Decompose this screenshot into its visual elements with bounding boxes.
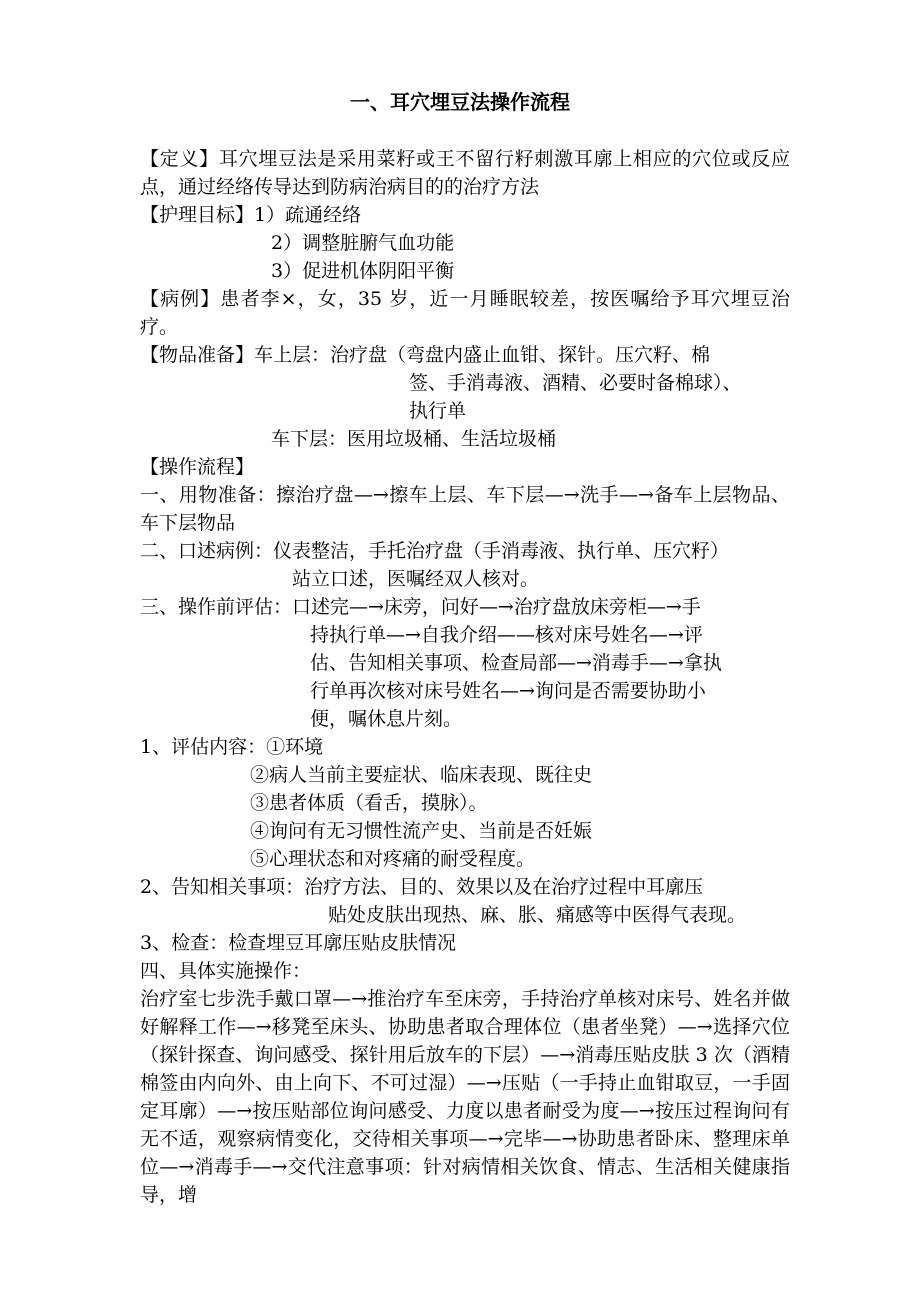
document-body bbox=[140, 145, 790, 1209]
assessment-item: ①环境 bbox=[266, 736, 324, 758]
nursing-goal-line-1 bbox=[140, 201, 790, 229]
assessment-item: ②病人当前主要症状、临床表现、既往史 bbox=[250, 764, 593, 786]
definition-paragraph: 【定义】耳穴埋豆法是采用菜籽或王不留行籽刺激耳廓上相应的穴位或反应点，通过经络传导达到防病治病目的的治疗方法 bbox=[140, 148, 790, 198]
procedure-heading: 【操作流程】 bbox=[140, 456, 255, 478]
step3-line: 持执行单—→自我介绍——核对床号姓名—→评 bbox=[310, 624, 703, 646]
step2-line-1 bbox=[140, 537, 790, 565]
inform-line: 贴处皮肤出现热、麻、胀、痛感等中医得气表现。 bbox=[328, 904, 747, 926]
supplies-upper-line: 治疗盘（弯盘内盛止血钳、探针。压穴籽、棉 bbox=[330, 344, 711, 366]
step2-line: 站立口述，医嘱经双人核对。 bbox=[292, 568, 540, 590]
assessment-item: ③患者体质（看舌，摸脉）。 bbox=[250, 792, 488, 814]
nursing-goal-item: 3）促进机体阴阳平衡 bbox=[271, 260, 455, 282]
document-title: 一、耳穴埋豆法操作流程 bbox=[350, 90, 570, 114]
assessment-item: ⑤心理状态和对疼痛的耐受程度。 bbox=[250, 848, 536, 870]
supplies-upper-line: 执行单 bbox=[409, 400, 467, 422]
step4-heading: 四、具体实施操作： bbox=[140, 960, 312, 982]
step3-line: 口述完—→床旁，问好—→治疗盘放床旁柜—→手 bbox=[292, 596, 701, 618]
step2-line: 仪表整洁，手托治疗盘（手消毒液、执行单、压穴籽） bbox=[273, 540, 730, 562]
nursing-goal-item: 1）疏通经络 bbox=[254, 204, 362, 226]
supplies-line-1 bbox=[140, 341, 790, 369]
step3-label: 三、操作前评估： bbox=[140, 596, 293, 618]
supplies-upper-line: 签、手消毒液、酒精、必要时备棉球）、 bbox=[409, 372, 742, 394]
supplies-lower-line: 车下层：医用垃圾桶、生活垃圾桶 bbox=[271, 428, 557, 450]
step3-line-1 bbox=[140, 593, 790, 621]
inform-line-1 bbox=[140, 873, 790, 901]
step4-paragraph: 治疗室七步洗手戴口罩—→推治疗车至床旁，手持治疗单核对床号、姓名并做好解释工作—→移凳至床头、协助患者取合理体位（患者坐凳）—→选择穴位（探针探查、询问感受、探针用后放车的下层）—→消毒压贴皮肤 3 次（酒精棉签由内向外、由上向下、不可过湿）—→压贴（一手持止血钳取豆，一手固定耳廓）—→按压贴部位询问感受、力度以患者耐受为度—→按压过程询问有无不适，观察病情变化，交待相关事项—→完毕—→协助患者卧床、整理床单位—→消毒手—→交代注意事项：针对病情相关饮食、情志、生活相关健康指导，增 bbox=[140, 988, 790, 1206]
nursing-goal-label: 【护理目标】 bbox=[140, 204, 255, 226]
step3-line: 估、告知相关事项、检查局部—→消毒手—→拿执 bbox=[310, 652, 722, 674]
supplies-upper-label: 车上层： bbox=[254, 344, 331, 366]
step2-label: 二、口述病例： bbox=[140, 540, 274, 562]
step1-paragraph: 一、用物准备：擦治疗盘—→擦车上层、车下层—→洗手—→备车上层物品、车下层物品 bbox=[140, 484, 790, 534]
step3-line: 便，嘱休息片刻。 bbox=[310, 708, 463, 730]
assessment-item: ④询问有无习惯性流产史、当前是否妊娠 bbox=[250, 820, 593, 842]
supplies-label: 【物品准备】 bbox=[140, 344, 255, 366]
nursing-goal-item: 2）调整脏腑气血功能 bbox=[271, 232, 455, 254]
assessment-label: 1、评估内容： bbox=[140, 736, 267, 758]
step3-line: 行单再次核对床号姓名—→询问是否需要协助小 bbox=[310, 680, 706, 702]
assessment-line-1 bbox=[140, 733, 790, 761]
inform-label: 2、告知相关事项： bbox=[140, 876, 305, 898]
inform-line: 治疗方法、目的、效果以及在治疗过程中耳廓压 bbox=[304, 876, 704, 898]
case-paragraph: 【病例】患者李×，女，35 岁，近一月睡眠较差，按医嘱给予耳穴埋豆治疗。 bbox=[140, 288, 790, 338]
check-line: 3、检查：检查埋豆耳廓压贴皮肤情况 bbox=[140, 932, 457, 954]
